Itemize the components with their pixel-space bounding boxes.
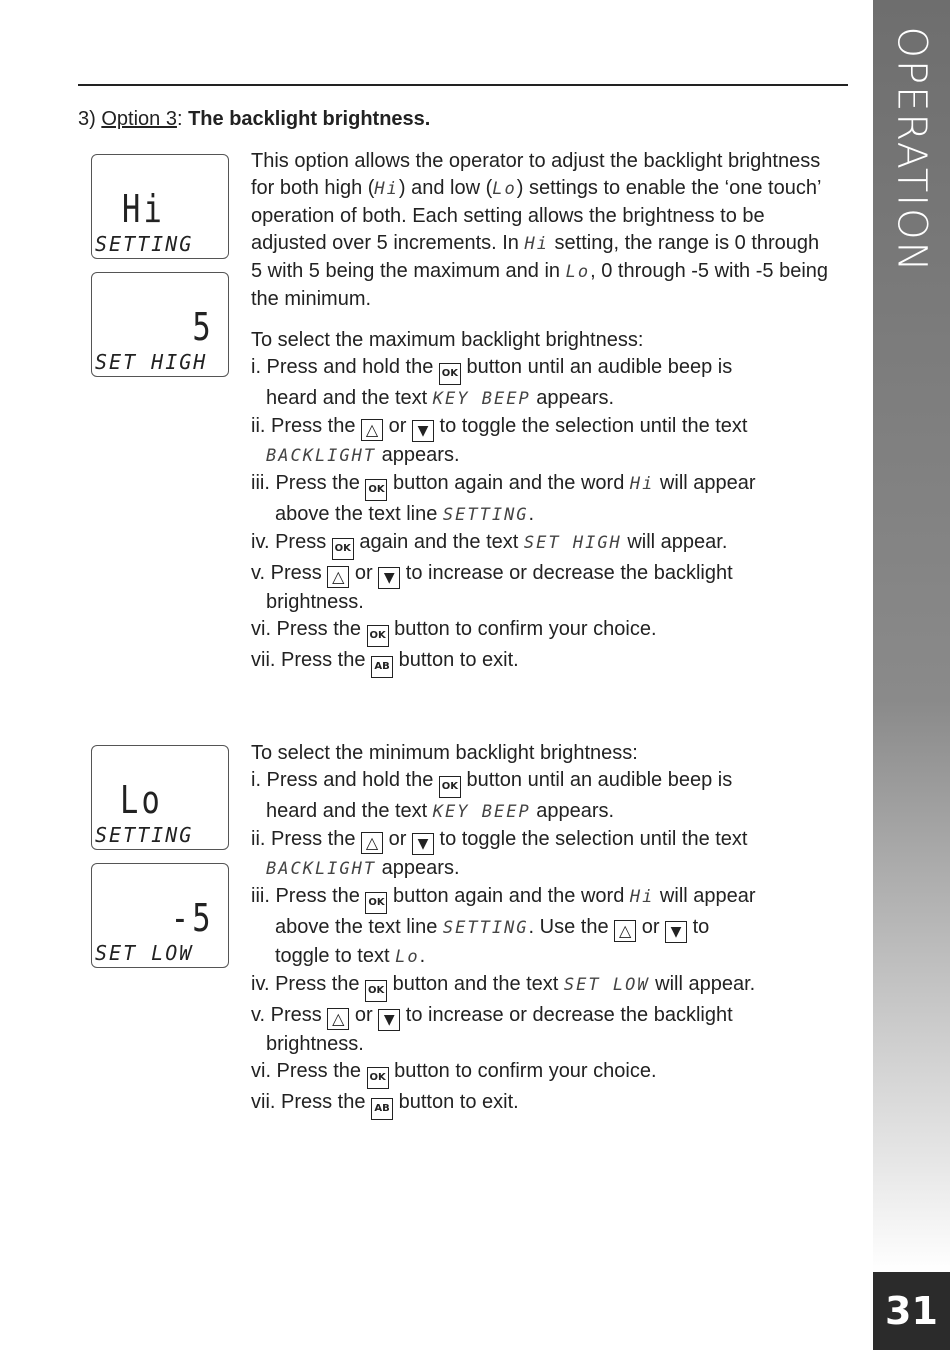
page-number: 31: [873, 1272, 950, 1350]
lcd-inline: BACKLIGHT: [266, 859, 377, 879]
min-step-3: iii. Press the OK button again and the word Hi will appear above the text line SETTING. Use the △ or ▼ to toggle to text Lo.: [251, 885, 756, 967]
min-column: [251, 740, 831, 1120]
ok-key-icon: OK: [365, 479, 387, 501]
ok-key-icon: OK: [367, 1067, 389, 1089]
min-step-4: iv. Press the OK button and the text SET LOW will appear.: [251, 971, 831, 1002]
lcd-inline: Hi: [629, 887, 655, 907]
lcd-small-text: SETTING: [95, 823, 194, 847]
lcd-big-text: Lo: [120, 778, 164, 822]
lcd-lo-setting: [91, 745, 229, 850]
lcd-inline: Lo: [395, 947, 420, 967]
max-step-6: vi. Press the OK button to confirm your choice.: [251, 616, 831, 647]
min-step-7: vii. Press the AB button to exit.: [251, 1089, 831, 1120]
lcd-inline: BACKLIGHT: [266, 446, 377, 466]
max-step-2: ii. Press the △ or ▼ to toggle the selection until the text BACKLIGHT appears.: [251, 415, 748, 466]
header-rule: [78, 84, 848, 86]
lcd-inline: Lo: [565, 262, 591, 282]
lcd-inline: Hi: [374, 179, 399, 199]
min-step-1: i. Press and hold the OK button until an audible beep is heard and the text KEY BEEP appears.: [251, 769, 733, 822]
ok-key-icon: OK: [365, 980, 387, 1002]
lcd-inline: SET HIGH: [523, 533, 622, 553]
down-key-icon: ▼: [378, 1009, 400, 1031]
max-step-5: v. Press △ or ▼ to increase or decrease the backlight brightness.: [251, 562, 733, 613]
intro-paragraph: This option allows the operator to adjust the backlight brightness for both high (Hi) and low (Lo) settings to enable the ‘one touch’ operation of both. Each setting allows the brightness to be adjusted over 5 increments. In Hi setting, the range is 0 through 5 with 5 being the maximum and in Lo, 0 through -5 with -5 being the minimum.: [251, 150, 829, 310]
down-key-icon: ▼: [378, 567, 400, 589]
lcd-big-text: Hi: [122, 187, 166, 231]
ok-key-icon: OK: [367, 625, 389, 647]
section-title-text: OPERATION: [888, 26, 935, 274]
heading-option: Option 3: [101, 108, 177, 130]
max-title: To select the maximum backlight brightness:: [251, 329, 644, 351]
min-step-5: v. Press △ or ▼ to increase or decrease the backlight brightness.: [251, 1004, 733, 1055]
down-key-icon: ▼: [412, 833, 434, 855]
down-key-icon: ▼: [412, 420, 434, 442]
ok-key-icon: OK: [365, 892, 387, 914]
heading-title: The backlight brightness.: [188, 108, 431, 130]
ok-key-icon: OK: [439, 776, 461, 798]
min-step-2: ii. Press the △ or ▼ to toggle the selection until the text BACKLIGHT appears.: [251, 828, 748, 879]
ok-key-icon: OK: [332, 538, 354, 560]
up-key-icon: △: [361, 832, 383, 854]
down-key-icon: ▼: [665, 921, 687, 943]
lcd-inline: Hi: [629, 474, 655, 494]
lcd-set-high: [91, 272, 229, 377]
lcd-big-text: -5: [170, 896, 214, 940]
max-step-3: iii. Press the OK button again and the word Hi will appear above the text line SETTING.: [251, 472, 756, 525]
ok-key-icon: OK: [439, 363, 461, 385]
up-key-icon: △: [361, 419, 383, 441]
lcd-inline: KEY BEEP: [432, 802, 531, 822]
max-step-7: vii. Press the AB button to exit.: [251, 647, 831, 678]
lcd-set-low: [91, 863, 229, 968]
min-title: To select the minimum backlight brightness:: [251, 742, 638, 764]
heading-sep: :: [176, 108, 189, 130]
ab-key-icon: AB: [371, 1098, 393, 1120]
lcd-inline: SETTING: [442, 918, 529, 938]
min-step-6: vi. Press the OK button to confirm your choice.: [251, 1058, 831, 1089]
lcd-small-text: SETTING: [95, 232, 194, 256]
section-title: [873, 20, 950, 280]
lcd-hi-setting: [91, 154, 229, 259]
heading-prefix: 3): [78, 108, 102, 130]
lcd-inline: SET LOW: [563, 975, 650, 995]
max-step-4: iv. Press OK again and the text SET HIGH will appear.: [251, 529, 831, 560]
lcd-inline: SETTING: [442, 505, 529, 525]
ab-key-icon: AB: [371, 656, 393, 678]
lcd-inline: KEY BEEP: [432, 389, 531, 409]
up-key-icon: △: [327, 566, 349, 588]
section-heading: [78, 108, 430, 131]
lcd-small-text: SET LOW: [95, 941, 194, 965]
lcd-small-text: SET HIGH: [95, 350, 208, 374]
max-step-1: i. Press and hold the OK button until an audible beep is heard and the text KEY BEEP appears.: [251, 356, 733, 409]
lcd-inline: Lo: [492, 179, 517, 199]
lcd-inline: Hi: [524, 234, 549, 254]
max-column: [251, 148, 831, 678]
up-key-icon: △: [614, 920, 636, 942]
lcd-big-text: 5: [192, 305, 214, 349]
up-key-icon: △: [327, 1008, 349, 1030]
